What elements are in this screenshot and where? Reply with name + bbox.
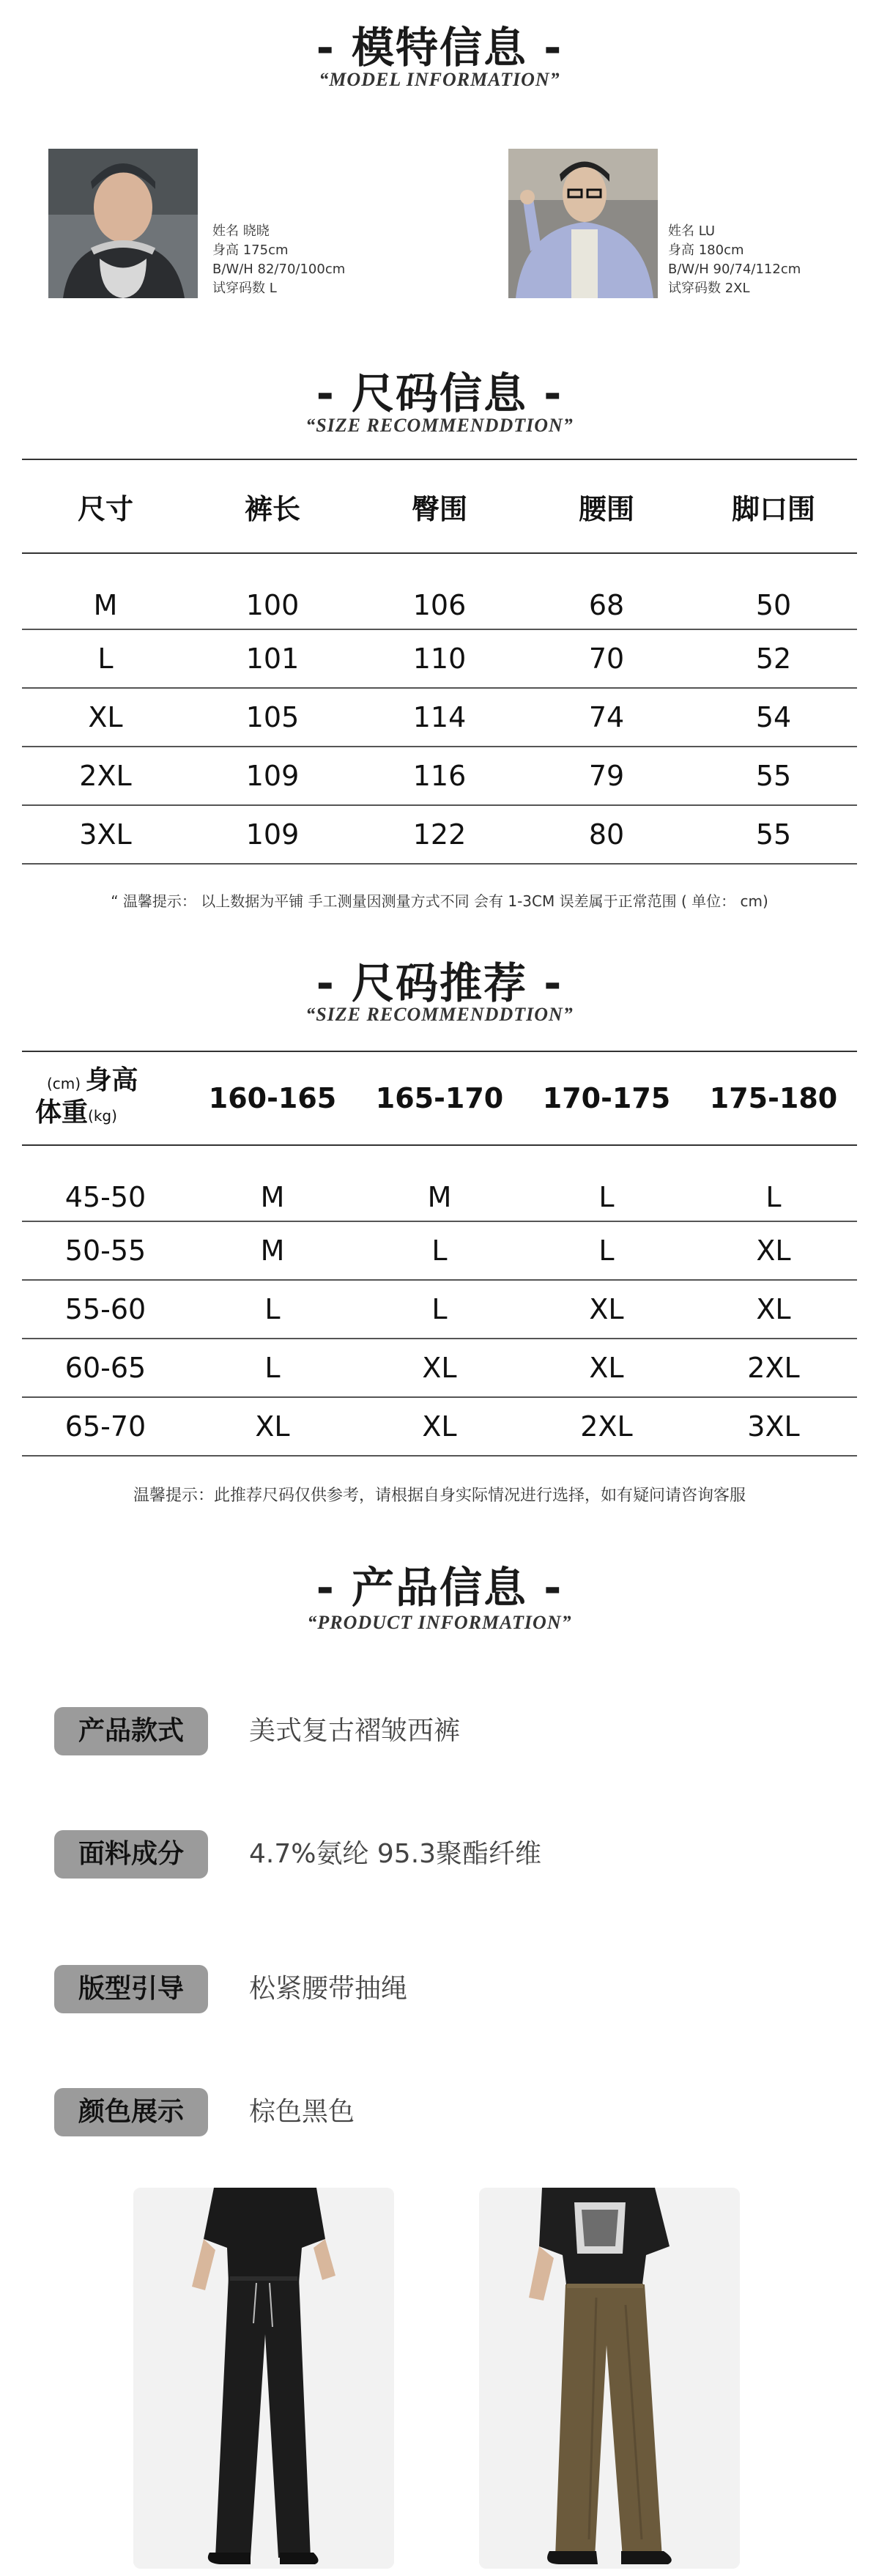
black-pants-photo — [133, 2188, 394, 2569]
table-cell: 101 — [245, 643, 300, 675]
corner-cm: (cm) — [47, 1075, 81, 1092]
table-row — [22, 1145, 857, 1221]
size-rec-corner — [22, 1051, 189, 1145]
table-cell: 55-60 — [64, 1293, 146, 1325]
table-cell: 79 — [588, 760, 625, 792]
size-chart-header: 臀围 — [411, 492, 467, 525]
table-row — [22, 747, 857, 805]
size-rec-subtitle: “SIZE RECOMMENDDTION” — [305, 1004, 574, 1025]
table-cell: 50-55 — [64, 1235, 146, 1267]
corner-weight: 体重 — [35, 1098, 89, 1128]
table-cell: M — [427, 1181, 452, 1213]
table-cell: XL — [756, 1293, 791, 1325]
size-rec-title: - 尺码推荐 - — [316, 958, 563, 1008]
size-chart-table — [22, 459, 857, 865]
table-cell: L — [598, 1181, 615, 1213]
table-cell: 2XL — [79, 760, 132, 792]
size-rec-header: 175-180 — [709, 1082, 838, 1114]
size-info-note: “ 温馨提示： 以上数据为平铺 手工测量因测量方式不同 会有 1-3CM 误差属于正常范围 ( 单位： cm) — [111, 892, 768, 910]
table-row — [22, 688, 857, 747]
fabric-value: 4.7%氨纶 95.3聚酯纤维 — [249, 1839, 542, 1869]
table-cell: 110 — [412, 643, 467, 675]
size-rec-header-row — [22, 1051, 857, 1145]
size-chart-header-row — [22, 459, 857, 553]
table-cell: M — [260, 1235, 285, 1267]
table-cell: L — [598, 1235, 615, 1267]
table-cell: 109 — [245, 760, 300, 792]
table-cell: XL — [422, 1410, 457, 1443]
size-chart-header: 尺寸 — [77, 492, 133, 525]
table-cell: XL — [589, 1293, 624, 1325]
table-row — [22, 1397, 857, 1456]
size-rec-header: 165-170 — [375, 1082, 504, 1114]
table-cell: 106 — [412, 589, 467, 621]
table-cell: 55 — [755, 818, 792, 851]
size-rec-table — [22, 1051, 857, 1457]
color-label: 颜色展示 — [54, 2088, 208, 2136]
size-rec-note: 温馨提示：此推荐尺码仅供参考，请根据自身实际情况进行选择，如有疑问请咨询客服 — [133, 1487, 746, 1505]
product-info-subtitle: “PRODUCT INFORMATION” — [307, 1612, 572, 1633]
table-cell: 114 — [412, 701, 467, 733]
table-cell: 55 — [755, 760, 792, 792]
table-cell: 60-65 — [64, 1352, 146, 1384]
table-cell: 2XL — [747, 1352, 800, 1384]
table-row — [22, 1221, 857, 1280]
table-cell: L — [264, 1293, 281, 1325]
table-cell: 3XL — [747, 1410, 800, 1443]
table-cell: 3XL — [79, 818, 132, 851]
model-1-height: 身高 175cm — [212, 243, 289, 258]
corner-height: 身高 — [85, 1065, 138, 1095]
table-cell: XL — [255, 1410, 290, 1443]
table-cell: 50 — [755, 589, 792, 621]
table-cell: 65-70 — [64, 1410, 146, 1443]
table-cell: 122 — [412, 818, 467, 851]
model-section-title: - 模特信息 - — [316, 23, 563, 73]
model-2-bwh: B/W/H 90/74/112cm — [668, 262, 801, 277]
model-2-height: 身高 180cm — [668, 243, 744, 258]
fit-label: 版型引导 — [54, 1965, 208, 2013]
table-cell: 70 — [588, 643, 625, 675]
model-photo-2 — [508, 149, 658, 298]
table-row — [22, 805, 857, 864]
model-1-name: 姓名 晓晓 — [212, 223, 270, 239]
brown-pants-photo — [479, 2188, 740, 2569]
size-chart-header: 裤长 — [244, 492, 300, 525]
model-2-size: 试穿码数 2XL — [668, 281, 750, 296]
table-cell: M — [93, 589, 118, 621]
model-1-bwh: B/W/H 82/70/100cm — [212, 262, 346, 277]
size-chart-header: 腰围 — [578, 492, 634, 525]
table-cell: XL — [756, 1235, 791, 1267]
size-info-subtitle: “SIZE RECOMMENDDTION” — [305, 415, 574, 436]
table-cell: XL — [589, 1352, 624, 1384]
table-cell: 100 — [245, 589, 300, 621]
product-style-label: 产品款式 — [54, 1707, 208, 1755]
size-info-title: - 尺码信息 - — [316, 369, 563, 418]
table-row — [22, 1280, 857, 1339]
fabric-label: 面料成分 — [54, 1830, 208, 1879]
table-cell: L — [431, 1293, 448, 1325]
table-cell: 109 — [245, 818, 300, 851]
model-2-name: 姓名 LU — [668, 223, 716, 239]
table-cell: L — [97, 643, 114, 675]
color-value: 棕色黑色 — [249, 2097, 355, 2127]
size-rec-header: 170-175 — [542, 1082, 671, 1114]
table-row — [22, 629, 857, 688]
size-chart-header: 脚口围 — [731, 492, 815, 525]
model-1-size: 试穿码数 L — [212, 281, 277, 296]
model-section-subtitle: “MODEL INFORMATION” — [319, 69, 560, 90]
table-row — [22, 1339, 857, 1397]
table-cell: 105 — [245, 701, 300, 733]
product-info-title: - 产品信息 - — [316, 1563, 563, 1613]
table-cell: XL — [88, 701, 123, 733]
table-cell: 116 — [412, 760, 467, 792]
corner-kg: (kg) — [88, 1107, 117, 1125]
table-cell: 52 — [755, 643, 792, 675]
table-cell: M — [260, 1181, 285, 1213]
size-rec-header: 160-165 — [208, 1082, 337, 1114]
table-cell: L — [264, 1352, 281, 1384]
table-cell: 54 — [755, 701, 792, 733]
table-cell: 74 — [588, 701, 625, 733]
table-cell: L — [431, 1235, 448, 1267]
table-cell: 68 — [588, 589, 625, 621]
table-row — [22, 553, 857, 629]
table-cell: XL — [422, 1352, 457, 1384]
model-photo-1 — [48, 149, 198, 298]
table-cell: L — [765, 1181, 782, 1213]
product-style-value: 美式复古褶皱西裤 — [249, 1716, 461, 1746]
table-cell: 2XL — [580, 1410, 633, 1443]
fit-value: 松紧腰带抽绳 — [249, 1974, 408, 2004]
table-cell: 45-50 — [64, 1181, 146, 1213]
table-cell: 80 — [588, 818, 625, 851]
